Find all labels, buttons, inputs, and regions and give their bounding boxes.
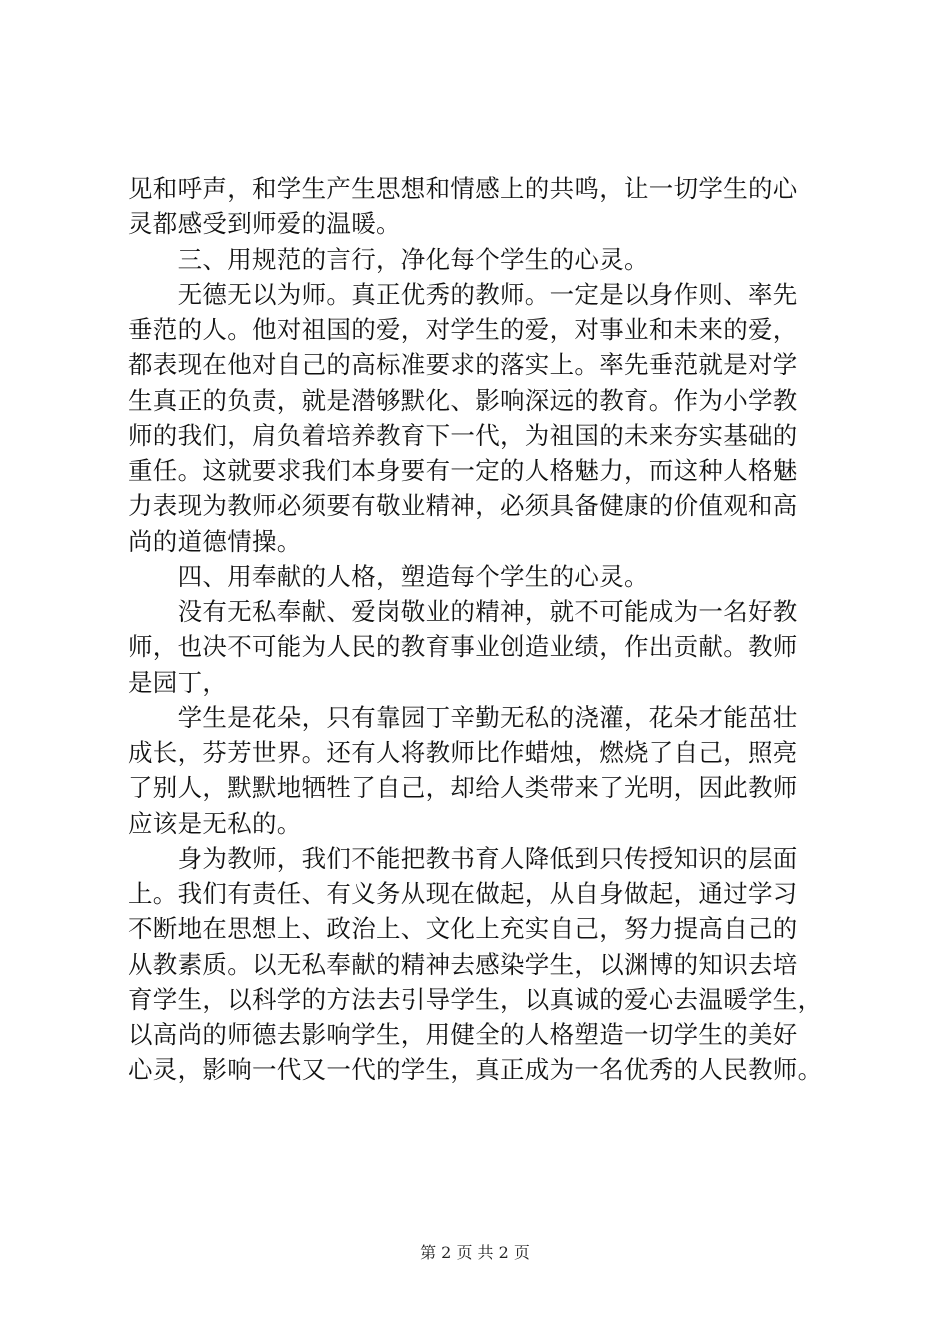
text-line: 育学生，以科学的方法去引导学生，以真诚的爱心去温暖学生， (128, 984, 823, 1014)
text-line: 成长，芬芳世界。还有人将教师比作蜡烛，燃烧了自己，照亮 (128, 738, 798, 767)
text-line: 师的我们，肩负着培养教育下一代，为祖国的未来夯实基础的 (128, 420, 798, 450)
text-line: 生真正的负责，就是潜够默化、影响深远的教育。作为小学教 (128, 385, 798, 415)
text-line: 身为教师，我们不能把教书育人降低到只传授知识的层面 (128, 843, 798, 873)
text-line: 以高尚的师德去影响学生，用健全的人格塑造一切学生的美好 (128, 1020, 798, 1049)
text-line: 没有无私奉献、爱岗敬业的精神，就不可能成为一名好教 (128, 597, 798, 626)
text-line: 垂范的人。他对祖国的爱，对学生的爱，对事业和未来的爱， (128, 315, 798, 344)
page-footer (0, 1242, 950, 1264)
page-number-label: 第 2 页 共 2 页 (420, 1243, 530, 1262)
document-body (128, 171, 828, 1088)
text-line: 上。我们有责任、有义务从现在做起，从自身做起，通过学习 (128, 879, 798, 908)
text-line: 从教素质。以无私奉献的精神去感染学生，以渊博的知识去培 (128, 949, 798, 979)
text-line: 尚的道德情操。 (128, 526, 302, 556)
text-line: 无德无以为师。真正优秀的教师。一定是以身作则、率先 (128, 279, 798, 309)
text-line: 师，也决不可能为人民的教育事业创造业绩，作出贡献。教师 (128, 632, 798, 662)
text-line: 学生是花朵，只有靠园丁辛勤无私的浇灌，花朵才能茁壮 (128, 702, 798, 732)
text-line: 不断地在思想上、政治上、文化上充实自己，努力提高自己的 (128, 914, 798, 944)
section-heading: 三、用规范的言行，净化每个学生的心灵。 (128, 244, 649, 274)
text-line: 灵都感受到师爱的温暖。 (128, 209, 401, 239)
text-line: 了别人，默默地牺牲了自己，却给人类带来了光明，因此教师 (128, 773, 798, 803)
text-line: 重任。这就要求我们本身要有一定的人格魅力，而这种人格魅 (128, 456, 798, 485)
section-heading: 四、用奉献的人格，塑造每个学生的心灵。 (128, 561, 649, 591)
text-line: 是园丁， (128, 667, 228, 697)
text-line: 应该是无私的。 (128, 808, 302, 838)
text-line: 都表现在他对自己的高标准要求的落实上。率先垂范就是对学 (128, 350, 798, 380)
text-line: 见和呼声，和学生产生思想和情感上的共鸣，让一切学生的心 (128, 174, 798, 203)
text-line: 心灵，影响一代又一代的学生，真正成为一名优秀的人民教师。 (128, 1055, 823, 1085)
text-line: 力表现为教师必须要有敬业精神，必须具备健康的价值观和高 (128, 491, 798, 521)
